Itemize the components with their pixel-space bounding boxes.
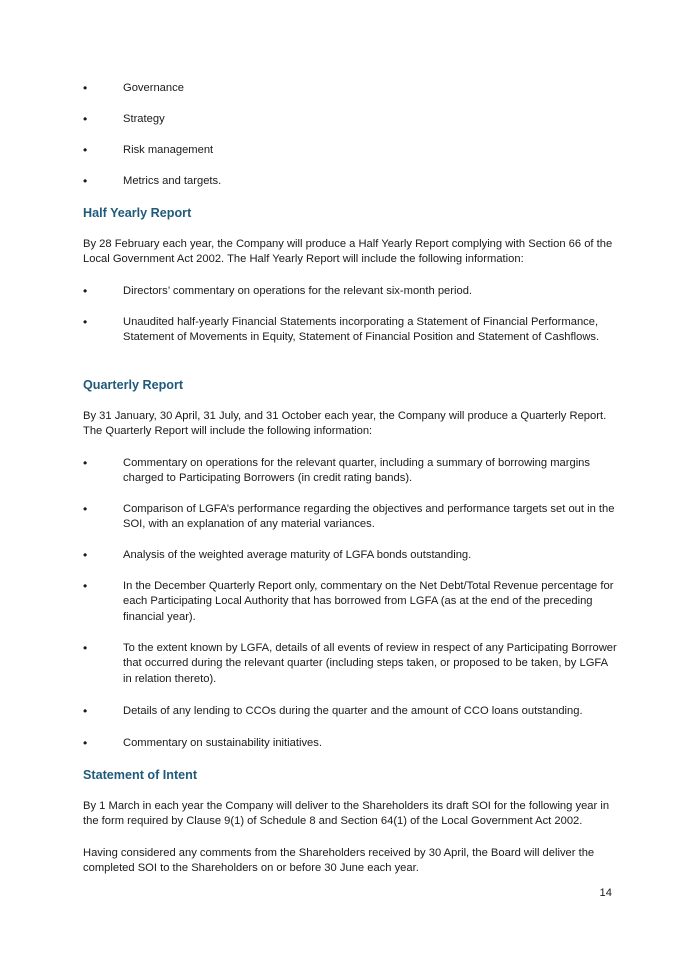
list-item-text: To the extent known by LGFA, details of all events of review in respect of any Participating Borrower that occurred during the relevant quarter (including steps taken, or proposed to be taken, by LGFA in relation thereto).: [123, 642, 617, 685]
list-item-text: Metrics and targets.: [123, 175, 222, 187]
list-item-text: Strategy: [123, 113, 165, 125]
bullet-icon: •: [83, 143, 88, 157]
section-heading-half-yearly: Half Yearly Report: [83, 206, 192, 220]
statement-paragraph: By 1 March in each year the Company will deliver to the Shareholders its draft SOI for the following year in the form required by Clause 9(1) of Schedule 8 and Section 64(1) of the Local Government Act 2002.: [83, 800, 610, 828]
quarterly-intro: By 31 January, 30 April, 31 July, and 31 October each year, the Company will produce a Quarterly Report. The Quarterly Report will include the following information:: [83, 410, 607, 438]
bullet-icon: •: [83, 81, 88, 95]
list-item-text: Analysis of the weighted average maturity of LGFA bonds outstanding.: [123, 549, 472, 561]
bullet-icon: •: [83, 502, 88, 516]
list-item-text: Details of any lending to CCOs during the quarter and the amount of CCO loans outstanding.: [123, 705, 583, 717]
list-item-text: Unaudited half-yearly Financial Statements incorporating a Statement of Financial Performance, Statement of Movements in Equity, Statement of Financial Position and Statement of Cashflows.: [123, 316, 600, 344]
list-item-text: Commentary on sustainability initiatives.: [123, 737, 322, 749]
list-item-text: Directors’ commentary on operations for the relevant six-month period.: [123, 285, 473, 297]
bullet-icon: •: [83, 579, 88, 593]
bullet-icon: •: [83, 112, 88, 126]
page-number: 14: [599, 887, 612, 899]
bullet-icon: •: [83, 456, 88, 470]
half-yearly-intro: By 28 February each year, the Company will produce a Half Yearly Report complying with Section 66 of the Local Government Act 2002. The Half Yearly Report will include the following information:: [83, 238, 613, 266]
bullet-icon: •: [83, 174, 88, 188]
list-item-text: Risk management: [123, 144, 214, 156]
bullet-icon: •: [83, 548, 88, 562]
list-item-text: In the December Quarterly Report only, commentary on the Net Debt/Total Revenue percentage for each Participating Local Authority that has borrowed from LGFA (as at the end of the preceding financial year).: [123, 580, 614, 623]
statement-paragraph: Having considered any comments from the Shareholders received by 30 April, the Board will deliver the completed SOI to the Shareholders on or before 30 June each year.: [83, 847, 595, 875]
bullet-icon: •: [83, 315, 88, 329]
list-item-text: Commentary on operations for the relevant quarter, including a summary of borrowing margins charged to Participating Borrowers (in credit rating bands).: [123, 457, 590, 485]
bullet-icon: •: [83, 736, 88, 750]
bullet-icon: •: [83, 704, 88, 718]
list-item-text: Governance: [123, 82, 184, 94]
section-heading-quarterly: Quarterly Report: [83, 378, 184, 392]
section-heading-statement-of-intent: Statement of Intent: [83, 768, 198, 782]
bullet-icon: •: [83, 284, 88, 298]
list-item-text: Comparison of LGFA’s performance regarding the objectives and performance targets set out in the SOI, with an explanation of any material variances.: [123, 503, 615, 531]
bullet-icon: •: [83, 641, 88, 655]
